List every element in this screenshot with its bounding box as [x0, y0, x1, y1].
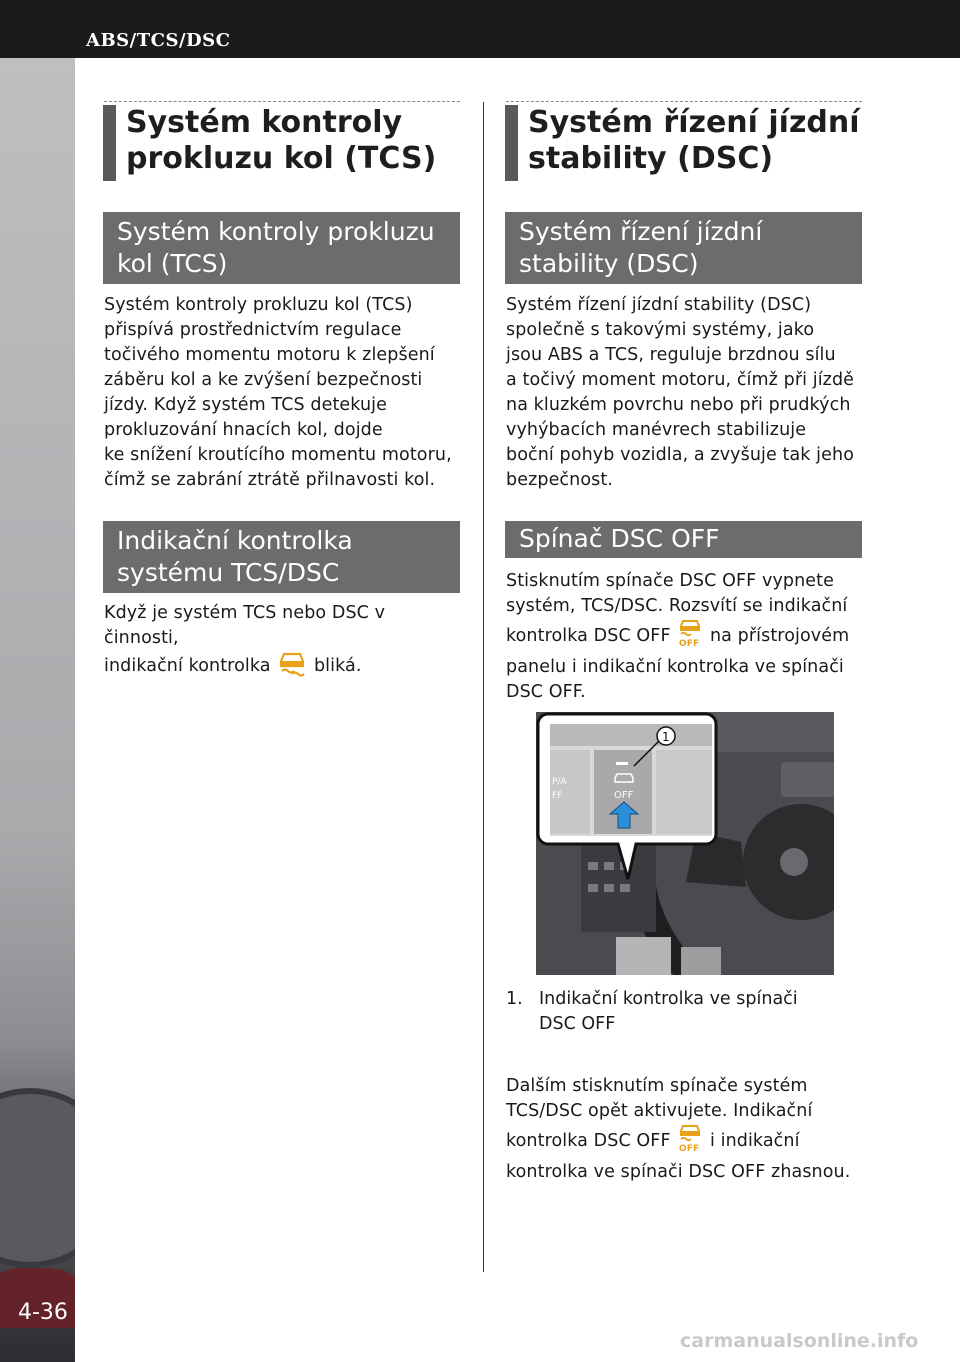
text-line: prokluzování hnacích kol, dojde: [104, 420, 383, 440]
dsc-off-icon-text: OFF: [679, 639, 700, 647]
text-line: společně s takovými systémy, jako: [506, 320, 815, 340]
dsc-reactivate-description: [506, 1074, 866, 1185]
tcs-subheading: [103, 212, 460, 284]
text-line: přispívá prostřednictvím regulace: [104, 320, 402, 340]
side-switch-label-top: P/A: [552, 777, 567, 787]
section-title: ABS/TCS/DSC: [86, 30, 231, 51]
right-main-heading: [505, 105, 862, 181]
text-line: vyhýbacích manévrech stabilizuje: [506, 420, 807, 440]
text-line: Když je systém TCS nebo DSC v činnosti,: [104, 603, 386, 648]
right-main-heading-line1: Systém řízení jízdní: [528, 105, 860, 140]
indicator-subheading: [103, 521, 460, 593]
text-line: jízdy. Když systém TCS detekuje: [104, 395, 387, 415]
text-line: [104, 651, 464, 685]
text-line: [506, 619, 866, 655]
text-line: DSC OFF: [539, 1014, 616, 1034]
dsc-off-icon: [678, 1124, 702, 1160]
dotted-rule-right: [506, 101, 862, 102]
dsc-subheading: [505, 212, 862, 284]
right-main-heading-line2: stability (DSC): [528, 141, 774, 176]
text-line: Systém kontroly prokluzu kol (TCS): [104, 295, 413, 315]
text-line: panelu i indikační kontrolka ve spínači: [506, 657, 844, 677]
dsc-off-switch-illustration: [536, 712, 834, 975]
caption-number: 1.: [506, 989, 523, 1009]
sidebar-decoration: [0, 58, 75, 1362]
text-line: Systém řízení jízdní stability (DSC): [506, 295, 812, 315]
callout-number: 1: [662, 730, 670, 744]
watermark: carmanualsonline.info: [680, 1330, 919, 1352]
steering-wheel-photo: [0, 1088, 75, 1268]
column-divider: [483, 102, 484, 1272]
text-line: Stisknutím spínače DSC OFF vypnete: [506, 571, 834, 591]
text-line: ke snížení kroutícího momentu motoru,: [104, 445, 452, 465]
tcs-description: [104, 293, 464, 493]
dsc-description: [506, 293, 866, 493]
page-number: 4-36: [18, 1300, 68, 1325]
text-line: TCS/DSC opět aktivujete. Indikační: [506, 1101, 813, 1121]
text-line: točivého momentu motoru k zlepšení: [104, 345, 435, 365]
dsc-off-icon: [678, 619, 702, 655]
text-line: [506, 1124, 866, 1160]
dsc-subheading-line1: Systém řízení jízdní: [519, 217, 763, 246]
text-line: jsou ABS a TCS, reguluje brzdnou sílu: [506, 345, 836, 365]
indicator-subheading-line1: Indikační kontrolka: [117, 526, 353, 555]
text-line: záběru kol a ke zvýšení bezpečnosti: [104, 370, 423, 390]
dotted-rule-left: [104, 101, 460, 102]
dsc-subheading-line2: stability (DSC): [519, 249, 699, 278]
left-main-heading-line2: prokluzu kol (TCS): [126, 141, 437, 176]
tcs-subheading-line1: Systém kontroly prokluzu: [117, 217, 435, 246]
text-line: bezpečnost.: [506, 470, 613, 490]
text-line: systém, TCS/DSC. Rozsvítí se indikační: [506, 596, 848, 616]
side-switch-label-bottom: FF: [552, 791, 563, 801]
left-main-heading-line1: Systém kontroly: [126, 105, 403, 140]
tcs-slip-icon: [278, 651, 306, 685]
left-main-heading: [103, 105, 460, 181]
text-line: DSC OFF.: [506, 682, 586, 702]
dsc-off-subheading: Spínač DSC OFF: [505, 521, 862, 558]
switch-off-label: OFF: [614, 790, 634, 801]
indicator-subheading-line2: systému TCS/DSC: [117, 558, 340, 587]
text-fragment: i indikační: [709, 1131, 800, 1151]
dsc-off-description: [506, 569, 866, 705]
text-fragment: na přístrojovém: [709, 626, 850, 646]
dsc-off-icon-text: OFF: [679, 1144, 700, 1152]
text-fragment: kontrolka DSC OFF: [506, 626, 671, 646]
text-line: na kluzkém povrchu nebo při prudkých: [506, 395, 851, 415]
text-fragment: kontrolka DSC OFF: [506, 1131, 671, 1151]
text-line: boční pohyb vozidla, a zvyšuje tak jeho: [506, 445, 855, 465]
tcs-subheading-line2: kol (TCS): [117, 249, 228, 278]
caption-text: [539, 987, 859, 1037]
page-header: [0, 0, 960, 58]
text-line: čímž se zabrání ztrátě přilnavosti kol.: [104, 470, 436, 490]
text-line: kontrolka ve spínači DSC OFF zhasnou.: [506, 1162, 851, 1182]
text-line: Dalším stisknutím spínače systém: [506, 1076, 808, 1096]
text-fragment: bliká.: [313, 656, 362, 676]
text-line: Indikační kontrolka ve spínači: [539, 989, 798, 1009]
indicator-description: [104, 601, 464, 685]
text-line: a točivý moment motoru, čímž při jízdě: [506, 370, 855, 390]
text-fragment: indikační kontrolka: [104, 656, 271, 676]
